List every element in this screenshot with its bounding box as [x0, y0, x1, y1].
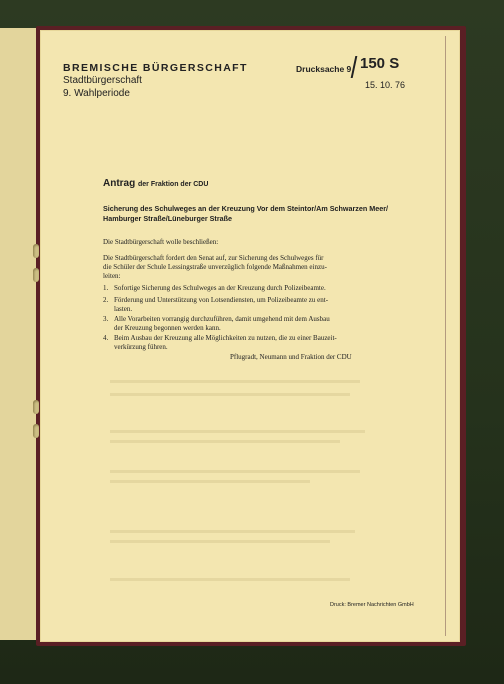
paragraph-line: leiten: — [103, 272, 121, 280]
list-item-text: Sofortige Sicherung des Schulweges an der Kreuzung durch Polizeibeamte. — [114, 284, 326, 292]
show-through-line — [110, 578, 350, 581]
show-through-line — [110, 470, 360, 473]
list-item-number: 2. — [103, 296, 109, 304]
list-item-number: 3. — [103, 315, 109, 323]
document-date: 15. 10. 76 — [365, 80, 406, 90]
show-through-line — [110, 380, 360, 383]
list-item-text: Alle Vorarbeiten vorrangig durchzuführen, damit umgehend mit dem Ausbau — [114, 315, 330, 323]
punch-hole-1 — [33, 244, 39, 258]
list-item-number: 4. — [103, 334, 109, 342]
organization-name: BREMISCHE BÜRGERSCHAFT — [63, 62, 248, 74]
list-item-text: der Kreuzung begonnen werden kann. — [114, 324, 221, 332]
list-item-text: verkürzung führen. — [114, 343, 168, 351]
punch-hole-3 — [33, 400, 39, 414]
show-through-line — [110, 440, 340, 443]
punch-hole-2 — [33, 268, 39, 282]
motion-title-word: Antrag — [103, 178, 136, 189]
motion-title — [103, 178, 208, 189]
paragraph-line: die Schüler der Schule Lessingstraße unverzüglich folgende Maßnahmen einzu- — [103, 263, 327, 271]
motion-subject-line-2: Hamburger Straße/Lüneburger Straße — [103, 214, 233, 223]
body-name: Stadtbürgerschaft — [63, 75, 142, 86]
motion-subject-line-1: Sicherung des Schulweges an der Kreuzung Vor dem Steintor/Am Schwarzen Meer/ — [103, 204, 389, 213]
signatories: Pflugradt, Neumann und Fraktion der CDU — [230, 353, 352, 361]
list-item-text: lasten. — [114, 305, 133, 313]
list-item-text: Förderung und Unterstützung von Lotsendiensten, um Polizeibeamte zu ent- — [114, 296, 329, 304]
show-through-line — [110, 540, 330, 543]
show-through-line — [110, 393, 350, 396]
list-item-text: Beim Ausbau der Kreuzung alle Möglichkeiten zu nutzen, die zu einer Bauzeit- — [114, 334, 337, 342]
motion-intro: Die Stadtbürgerschaft wolle beschließen: — [103, 238, 219, 246]
show-through-line — [110, 430, 365, 433]
punch-hole-4 — [33, 424, 39, 438]
page-margin-rule — [445, 36, 446, 636]
previous-page-edge — [0, 28, 41, 640]
list-item-number: 1. — [103, 284, 109, 292]
show-through-line — [110, 480, 310, 483]
document-number: 150 S — [360, 55, 400, 72]
printer-imprint: Druck: Bremer Nachrichten GmbH — [330, 602, 414, 608]
document-label: Drucksache 9 — [296, 64, 352, 74]
show-through-line — [110, 530, 355, 533]
motion-by: der Fraktion der CDU — [138, 181, 209, 188]
election-period: 9. Wahlperiode — [63, 88, 130, 99]
paragraph-line: Die Stadtbürgerschaft fordert den Senat auf, zur Sicherung des Schulweges für — [103, 254, 324, 262]
